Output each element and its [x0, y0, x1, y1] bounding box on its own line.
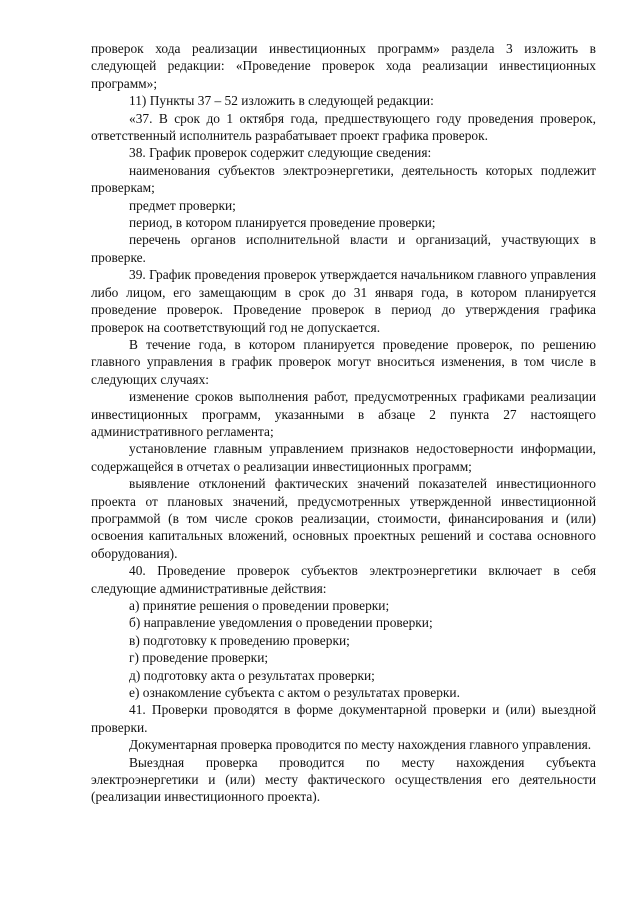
paragraph-40-b: б) направление уведомления о проведении проверки;: [129, 615, 433, 631]
paragraph-38-subject: предмет проверки;: [129, 197, 236, 213]
paragraph-38-entities: наименования субъектов электроэнергетики, деятельность которых подлежит проверкам;: [91, 162, 596, 196]
paragraph-38-period: период, в котором планируется проведение проверки;: [129, 215, 436, 231]
paragraph-continuation: проверок хода реализации инвестиционных программ» раздела 3 изложить в следующей редакции: «Проведение проверок хода реализации инвестиционных программ»;: [91, 41, 596, 91]
paragraph-41-onsite: Выездная проверка проводится по месту нахождения субъекта электроэнергетики и (или) месту фактического осуществления его деятельности (реализации инвестиционного проекта).: [91, 754, 596, 805]
paragraph-39-case-2: установление главным управлением признаков недостоверности информации, содержащейся в отчетах о реализации инвестиционных программ;: [91, 441, 596, 474]
paragraph-41-documentary: Документарная проверка проводится по месту нахождения главного управления.: [129, 737, 592, 753]
paragraph-41: 41. Проверки проводятся в форме документарной проверки и (или) выездной проверки.: [91, 702, 596, 735]
paragraph-40-a: а) принятие решения о проведении проверки;: [129, 598, 390, 613]
paragraph-item-11: 11) Пункты 37 – 52 изложить в следующей редакции:: [129, 93, 434, 109]
paragraph-38-participants: перечень органов исполнительной власти и организаций, участвующих в проверке.: [91, 232, 596, 265]
paragraph-39-changes: В течение года, в котором планируется проведение проверок, по решению главного управления в график проверок могут вноситься изменения, в том числе в следующих случаях:: [91, 336, 596, 387]
paragraph-39-case-3: выявление отклонений фактических значений показателей инвестиционного проекта от плановых значений, предусмотренных утвержденной инвестиционной программой (в том числе сроков реализации, стоимости, финансирования и (или) освоения капитальных вложений, основных проектных решений и состава основного оборудования).: [91, 476, 596, 561]
paragraph-40-g: г) проведение проверки;: [129, 650, 269, 666]
paragraph-38: 38. График проверок содержит следующие сведения:: [129, 145, 432, 161]
paragraph-39: 39. График проведения проверок утверждается начальником главного управления либо лицом, его замещающим в срок до 31 января года, в котором планируется проведение проверок. Проведение проверок в период до утверждения графика проверок на соответствующий год не допускается.: [91, 267, 596, 335]
paragraph-40: 40. Проведение проверок субъектов электроэнергетики включает в себя следующие административные действия:: [91, 563, 596, 596]
paragraph-40-d: д) подготовку акта о результатах проверки;: [129, 667, 375, 683]
paragraph-39-case-1: изменение сроков выполнения работ, предусмотренных графиками реализации инвестиционных программ, указанными в абзаце 2 пункта 27 настоящего административного регламента;: [91, 389, 596, 439]
paragraph-40-e: е) ознакомление субъекта с актом о результатах проверки.: [129, 685, 460, 701]
paragraph-37: «37. В срок до 1 октября года, предшествующего году проведения проверок, ответственный исполнитель разрабатывает проект графика проверок.: [91, 110, 596, 144]
paragraph-40-v: в) подготовку к проведению проверки;: [129, 632, 350, 648]
document-body: [91, 40, 596, 806]
